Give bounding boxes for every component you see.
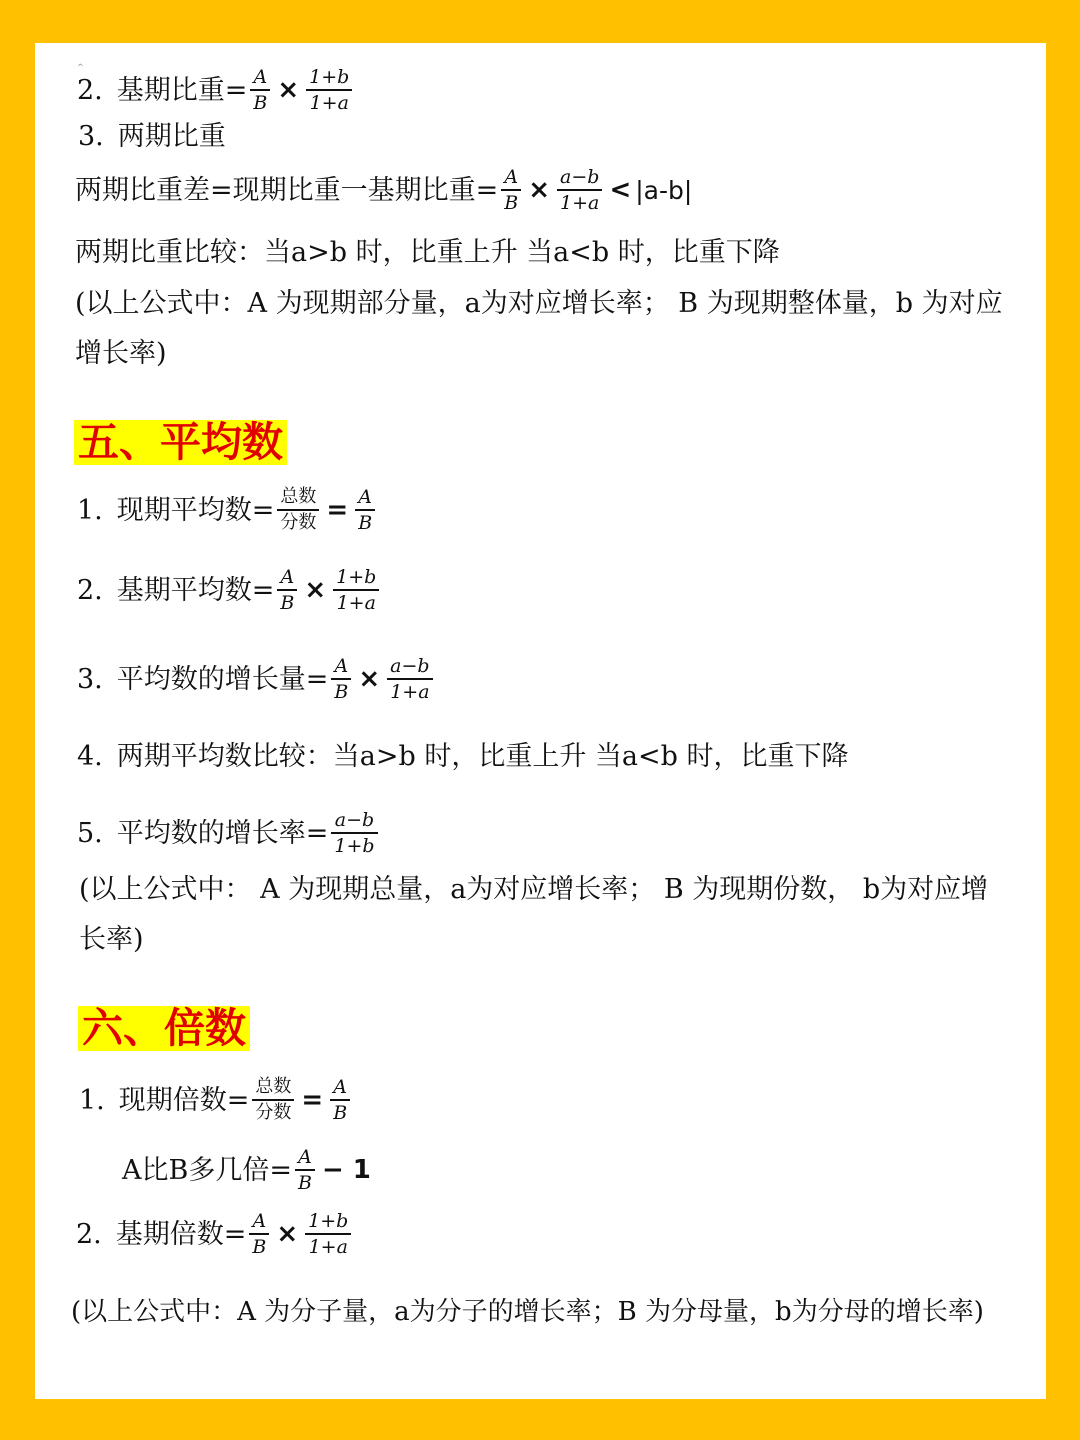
fraction: $\frac{A}{B}$ <box>249 1209 269 1259</box>
base-proportion-formula: 2. 基期比重= $\frac{A}{B}$ × $\frac{1+b}{1+a}$ <box>77 65 355 115</box>
two-period-proportion-title: 3. 两期比重 <box>78 121 226 152</box>
average-comparison: 4. 两期平均数比较：当a>b 时，比重上升 当a<b 时，比重下降 <box>77 741 849 772</box>
fraction: $\frac{A}{B}$ <box>355 485 375 535</box>
fraction: $\frac{a-b}{1+a}$ <box>387 654 432 704</box>
content-page <box>35 43 1046 1399</box>
corner-mark: ^ <box>77 63 84 72</box>
fraction: $\frac{a-b}{1+a}$ <box>557 165 602 215</box>
base-multiple-formula: 2. 基期倍数= $\frac{A}{B}$ × $\frac{1+b}{1+a}$ <box>76 1209 354 1259</box>
fraction: $\frac{1+b}{1+a}$ <box>333 565 379 615</box>
section-heading-multiple: 六、倍数 <box>78 1006 250 1051</box>
fraction: $\frac{A}{B}$ <box>501 165 521 215</box>
current-multiple-formula: 1. 现期倍数= $\frac{\text{总数}}{\text{分数}}$ = $\frac{A}{B}$ <box>79 1075 353 1125</box>
fraction: $\frac{A}{B}$ <box>250 65 270 115</box>
fraction: $\frac{a-b}{1+b}$ <box>331 808 377 858</box>
fraction: $\frac{1+b}{1+a}$ <box>306 65 352 115</box>
section-heading-average: 五、平均数 <box>74 420 287 465</box>
formula-note: (以上公式中： A 为现期总量，a为对应增长率； B 为现期份数， b为对应增长率) <box>79 874 989 955</box>
formula-note: (以上公式中：A 为分子量，a为分子的增长率；B 为分母量，b为分母的增长率) <box>71 1297 984 1327</box>
multiple-difference-formula: A比B多几倍= $\frac{A}{B}$ − 1 <box>122 1146 371 1194</box>
average-increase-formula: 3. 平均数的增长量= $\frac{A}{B}$ × $\frac{a-b}{1+a}$ <box>77 654 436 704</box>
fraction: $\frac{A}{B}$ <box>331 654 351 704</box>
formula-note: (以上公式中：A 为现期部分量，a为对应增长率； B 为现期整体量，b 为对应增长率) <box>75 288 1003 369</box>
fraction: $\frac{A}{B}$ <box>277 565 297 615</box>
average-growth-rate-formula: 5. 平均数的增长率= $\frac{a-b}{1+b}$ <box>77 808 381 858</box>
base-average-formula: 2. 基期平均数= $\frac{A}{B}$ × $\frac{1+b}{1+a}$ <box>77 565 382 615</box>
current-average-formula: 1. 现期平均数= $\frac{\text{总数}}{\text{分数}}$ = $\frac{A}{B}$ <box>77 485 378 535</box>
fraction: $\frac{\text{总数}}{\text{分数}}$ <box>252 1075 294 1125</box>
proportion-difference-formula: 两期比重差=现期比重一基期比重= $\frac{A}{B}$ × $\frac{a-b}{1+a}$ < |a-b| <box>75 166 693 214</box>
fraction: $\frac{A}{B}$ <box>330 1075 350 1125</box>
fraction: $\frac{\text{总数}}{\text{分数}}$ <box>277 485 319 535</box>
fraction: $\frac{1+b}{1+a}$ <box>305 1209 351 1259</box>
proportion-comparison: 两期比重比较：当a>b 时，比重上升 当a<b 时，比重下降 <box>75 237 780 268</box>
fraction: $\frac{A}{B}$ <box>295 1145 315 1195</box>
